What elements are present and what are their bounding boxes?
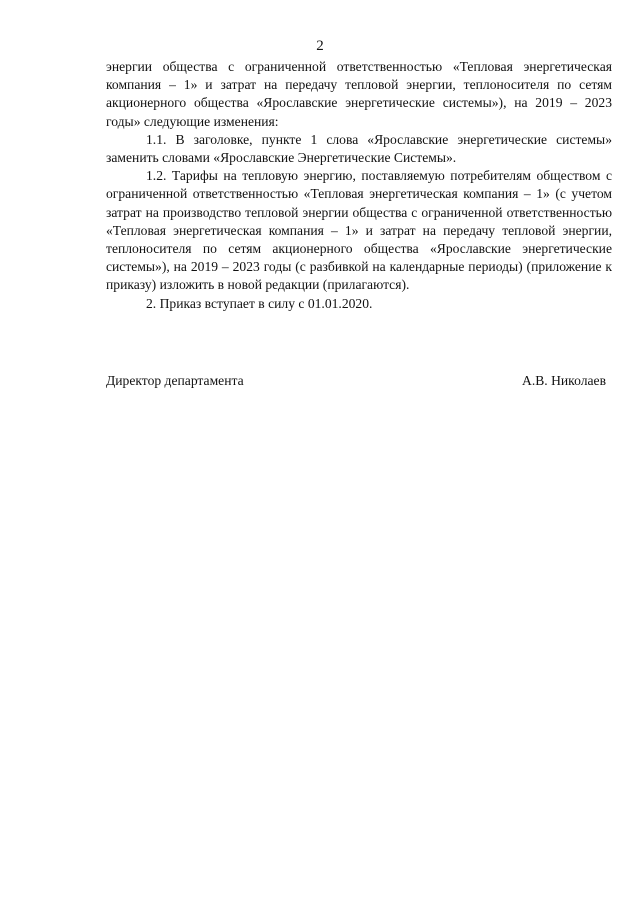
signatory-position: Директор департамента [106,373,244,388]
paragraph-item-1-2: 1.2. Тарифы на тепловую энергию, поставляемую потребителям обществом с ограниченной ответственностью «Тепловая энергетическая компания – 1» (с учетом затрат на производство тепловой энергии общества с ограниченной ответственностью «Тепловая энергетическая компания – 1» и затрат на передачу тепловой энергии, теплоносителя по сетям акционерного общества «Ярославские энергетические системы»), на 2019 – 2023 годы (с разбивкой на календарные периоды) (приложение к приказу) изложить в новой редакции (прилагаются). [106,168,612,293]
document-body [106,58,612,313]
paragraph-continuation: энергии общества с ограниченной ответственностью «Тепловая энергетическая компания – 1» и затрат на передачу тепловой энергии, теплоносителя по сетям акционерного общества «Ярославские энергетические системы»), на 2019 – 2023 годы» следующие изменения: [106,59,612,129]
paragraph-item-2: 2. Приказ вступает в силу с 01.01.2020. [146,295,373,311]
paragraph-item-1-1: 1.1. В заголовке, пункте 1 слова «Ярославские энергетические системы» заменить словами «Ярославские Энергетические Системы». [106,131,612,166]
signatory-name: А.В. Николаев [522,373,606,388]
page-number: 2 [316,38,324,54]
signature-block [106,372,606,390]
